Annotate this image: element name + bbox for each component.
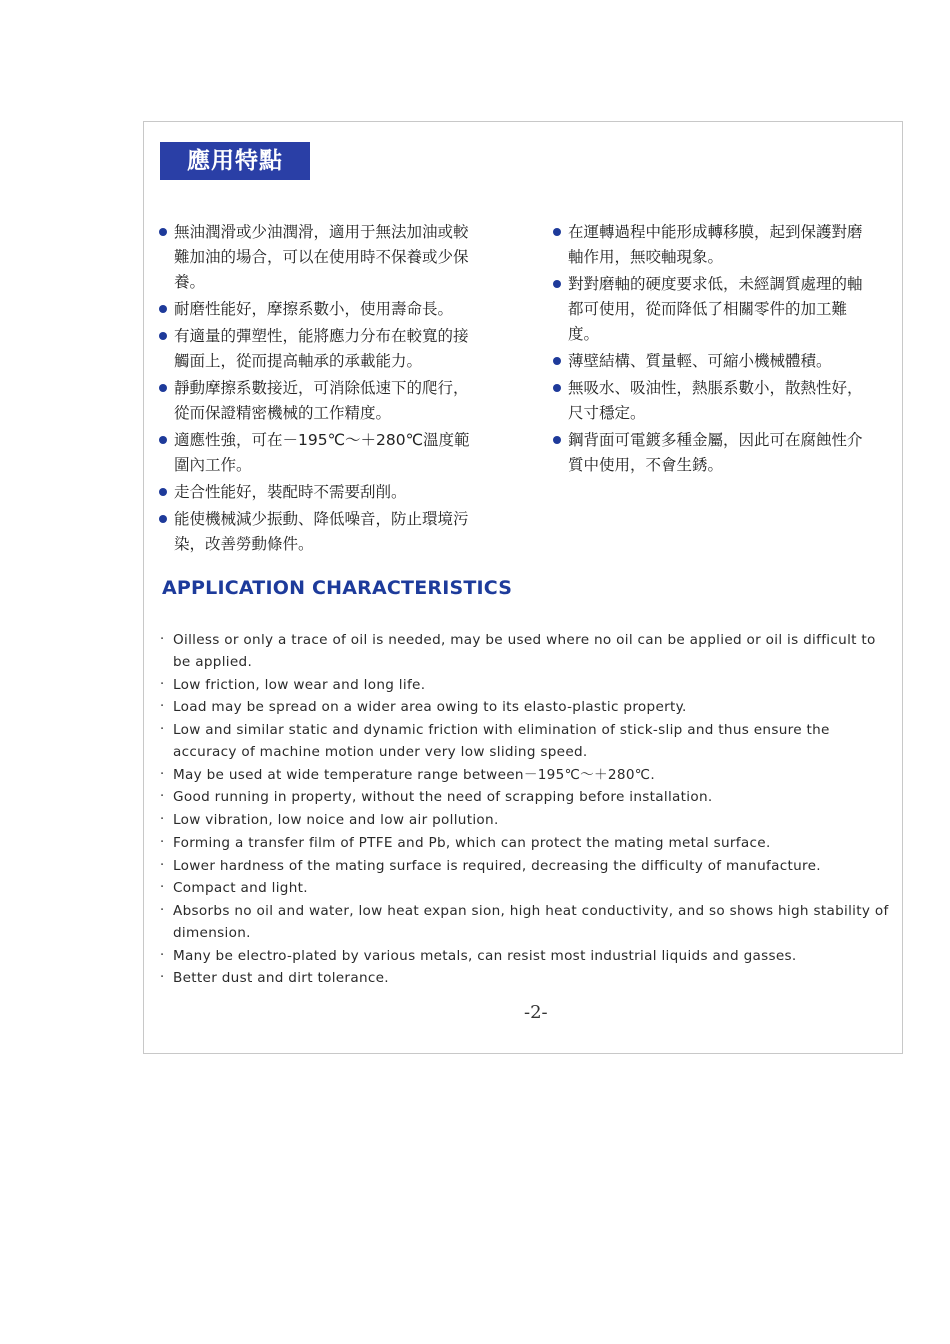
list-item bbox=[158, 674, 893, 696]
bullet-dot: · bbox=[160, 857, 165, 873]
list-item bbox=[158, 719, 893, 763]
en-item-text: Better dust and dirt tolerance. bbox=[173, 970, 389, 987]
list-item bbox=[158, 900, 893, 944]
page-number: -2- bbox=[524, 1002, 548, 1023]
list-item bbox=[158, 507, 483, 557]
list-item bbox=[158, 428, 483, 478]
bullet-dot: · bbox=[160, 880, 165, 896]
list-item bbox=[158, 629, 893, 673]
list-item bbox=[158, 786, 893, 808]
en-item-text: Oilless or only a trace of oil is needed, may be used where no oil can be applied or oil is difficult to be applied. bbox=[173, 632, 876, 670]
en-item-text: Low friction, low wear and long life. bbox=[173, 676, 426, 693]
list-item bbox=[552, 220, 877, 270]
list-item bbox=[158, 945, 893, 967]
en-section-title: APPLICATION CHARACTERISTICS bbox=[162, 577, 513, 599]
bullet-icon bbox=[159, 436, 167, 444]
en-characteristics-list bbox=[158, 629, 893, 990]
zh-section-title: 應用特點 bbox=[160, 142, 310, 180]
list-item bbox=[552, 376, 877, 426]
bullet-dot: · bbox=[160, 766, 165, 782]
en-item-text: Low vibration, low noice and low air pollution. bbox=[173, 812, 499, 829]
bullet-dot: · bbox=[160, 676, 165, 692]
bullet-icon bbox=[553, 384, 561, 392]
en-item-text: Low and similar static and dynamic friction with elimination of stick-slip and thus ensure the accuracy of machine motion under very low sliding speed. bbox=[173, 722, 830, 761]
bullet-dot: · bbox=[160, 789, 165, 805]
list-item bbox=[158, 696, 893, 718]
list-item bbox=[158, 324, 483, 374]
en-item-text: Lower hardness of the mating surface is required, decreasing the difficulty of manufacture. bbox=[173, 857, 821, 874]
bullet-icon bbox=[159, 332, 167, 340]
en-item-text: Forming a transfer film of PTFE and Pb, which can protect the mating metal surface. bbox=[173, 834, 771, 851]
en-item-text: May be used at wide temperature range between－195℃～＋280℃. bbox=[173, 766, 655, 783]
list-item bbox=[552, 349, 877, 374]
bullet-dot: · bbox=[160, 902, 165, 918]
zh-feature-text: 能使機械減少振動、降低噪音，防止環境污染，改善勞動條件。 bbox=[174, 510, 469, 553]
zh-feature-text: 耐磨性能好，摩擦系數小，使用壽命長。 bbox=[174, 300, 454, 318]
en-item-text: Good running in property, without the need of scrapping before installation. bbox=[173, 789, 713, 806]
zh-feature-text: 鋼背面可電鍍多種金屬，因此可在腐蝕性介質中使用，不會生銹。 bbox=[568, 431, 863, 474]
bullet-dot: · bbox=[160, 970, 165, 986]
bullet-icon bbox=[553, 357, 561, 365]
bullet-icon bbox=[553, 436, 561, 444]
bullet-dot: · bbox=[160, 722, 165, 738]
zh-feature-text: 走合性能好，裝配時不需要刮削。 bbox=[174, 483, 407, 501]
zh-features-left-column bbox=[158, 220, 483, 559]
bullet-dot: · bbox=[160, 699, 165, 715]
bullet-icon bbox=[159, 488, 167, 496]
bullet-icon bbox=[159, 228, 167, 236]
bullet-icon bbox=[159, 515, 167, 523]
zh-features-right-column bbox=[552, 220, 877, 480]
bullet-dot: · bbox=[160, 812, 165, 828]
zh-feature-text: 對對磨軸的硬度要求低，未經調質處理的軸都可使用，從而降低了相關零件的加工難度。 bbox=[568, 275, 863, 343]
bullet-dot: · bbox=[160, 632, 165, 647]
bullet-icon bbox=[159, 384, 167, 392]
list-item bbox=[158, 809, 893, 831]
zh-feature-text: 薄壁結構、質量輕、可縮小機械體積。 bbox=[568, 352, 832, 370]
zh-feature-text: 有適量的彈塑性，能將應力分布在較寬的接觸面上，從而提高軸承的承載能力。 bbox=[174, 327, 469, 370]
list-item bbox=[158, 764, 893, 786]
bullet-icon bbox=[553, 280, 561, 288]
bullet-icon bbox=[159, 305, 167, 313]
list-item bbox=[158, 877, 893, 899]
list-item bbox=[158, 480, 483, 505]
list-item bbox=[158, 967, 893, 989]
list-item bbox=[158, 220, 483, 295]
zh-feature-text: 適應性強，可在－195℃～＋280℃溫度範圍內工作。 bbox=[174, 431, 470, 474]
zh-feature-text: 無油潤滑或少油潤滑，適用于無法加油或較難加油的場合，可以在使用時不保養或少保養。 bbox=[174, 223, 469, 291]
bullet-icon bbox=[553, 228, 561, 236]
en-item-text: Compact and light. bbox=[173, 880, 308, 897]
list-item bbox=[158, 376, 483, 426]
bullet-dot: · bbox=[160, 834, 165, 850]
zh-feature-text: 無吸水、吸油性，熱脹系數小，散熱性好，尺寸穩定。 bbox=[568, 379, 863, 422]
list-item bbox=[158, 297, 483, 322]
zh-feature-text: 靜動摩擦系數接近，可消除低速下的爬行，從而保證精密機械的工作精度。 bbox=[174, 379, 469, 422]
list-item bbox=[158, 855, 893, 877]
list-item bbox=[552, 272, 877, 347]
list-item bbox=[552, 428, 877, 478]
list-item bbox=[158, 832, 893, 854]
document-page bbox=[143, 121, 903, 1054]
zh-feature-text: 在運轉過程中能形成轉移膜，起到保護對磨軸作用，無咬軸現象。 bbox=[568, 223, 863, 266]
en-item-text: Load may be spread on a wider area owing to its elasto-plastic property. bbox=[173, 699, 687, 716]
bullet-dot: · bbox=[160, 947, 165, 963]
en-item-text: Absorbs no oil and water, low heat expan sion, high heat conductivity, and so shows high stability of dimension. bbox=[173, 902, 889, 941]
en-item-text: Many be electro-plated by various metals, can resist most industrial liquids and gasses. bbox=[173, 947, 797, 964]
